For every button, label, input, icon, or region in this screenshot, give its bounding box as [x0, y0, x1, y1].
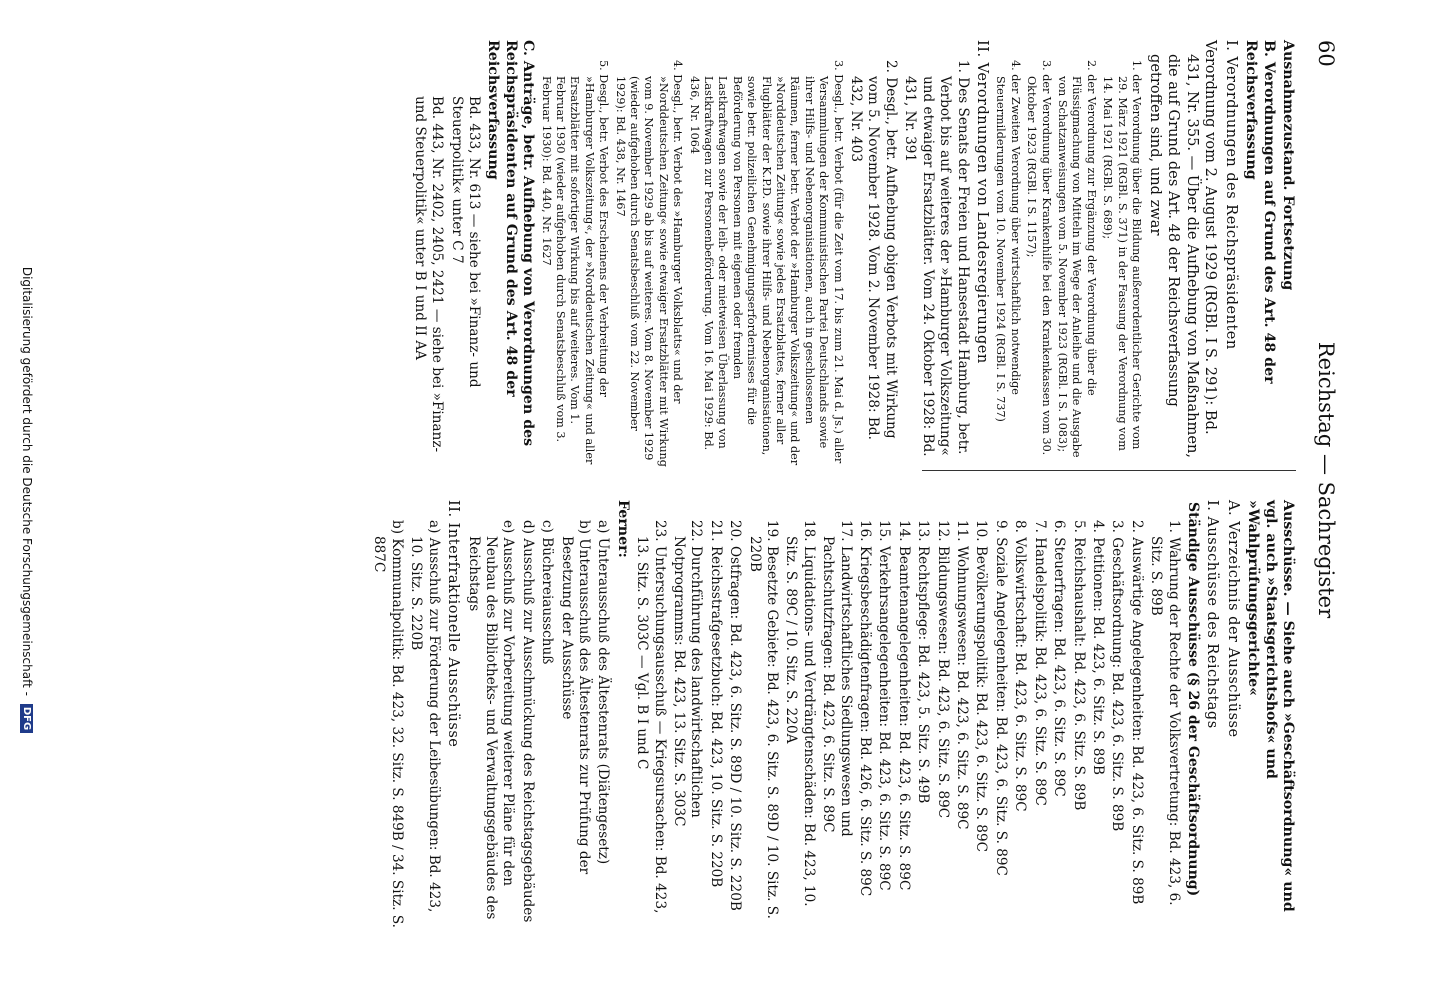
committee-item: 9. Soziale Angelegenheiten: Bd. 423, 6. Sitz. S. 89C: [992, 520, 1009, 876]
section-heading-a: A. Verzeichnis der Ausschüsse: [1224, 500, 1241, 738]
subsection-heading-i: I. Ausschüsse des Reichstags: [1204, 500, 1221, 729]
committee-item: 5. Reichshaushalt: Bd. 423, 6. Sitz. S. 89B: [1070, 520, 1087, 811]
land-decree-item: 5. Desgl., betr. Verbot des Erscheinens der Verbreitung der »Hamburger Volkszeitung«, der »Norddeutschen Zeitung« und aller Ersatzblätter mit sofortiger Wirkung bis auf weiteres. Vom 1. Februar 1930 (wieder aufgehoben durch Senatsbeschluß vom 3. Februar 1930): Bd. 440, Nr. 1627: [539, 60, 611, 465]
left-column: [408, 40, 1296, 470]
entry-heading: Ausschüsse. — Siehe auch »Geschäftsordnung« und vgl. auch »Staatsgerichtshofs« und »Wahlprüfungsgerichte«: [1245, 500, 1296, 912]
sub-committee-item: a) Unterausschuß des Ältestenrats (Diätengesetz): [595, 520, 612, 865]
cross-reference: Bd. 433, Nr. 613 — siehe bei »Finanz- und Steuerpolitik« unter C 7: [448, 96, 482, 388]
running-title: Reichstag — Sachregister: [1314, 341, 1338, 619]
subsection-heading-ii: II. Verordnungen von Landesregierungen: [973, 40, 990, 364]
committee-item: 12. Bildungswesen: Bd. 423, 6. Sitz. S. 89C: [934, 520, 951, 819]
land-decree-item: 4. Desgl., betr. Verbot des »Hamburger Volksblatts« und der »Norddeutschen Zeitung« sowie etwaiger Ersatzblätter mit Wirkung vom 9. November 1929 ab bis auf weiteres. Vom 8. November 1929 (wieder aufgehoben durch Senatsbeschluß vom 22. November 1929): Bd. 438, Nr. 1467: [613, 60, 685, 467]
committee-item: 1. Wahrung der Rechte der Volksvertretung: Bd. 423, 6. Sitz. S. 89B: [1148, 520, 1182, 906]
committee-item: 4. Petitionen: Bd. 423, 6. Sitz. S. 89B: [1089, 520, 1106, 776]
interfraction-item: a) Ausschuß zur Förderung der Leibesübungen: Bd. 423, 10. Sitz. S. 220B: [408, 520, 442, 913]
digitization-note: [20, 0, 34, 1000]
committee-item: 21. Reichsstrafgesetzbuch: Bd. 423, 10. Sitz. S. 220B: [707, 520, 724, 888]
committee-item: 8. Volkswirtschaft: Bd. 423, 6. Sitz. S. 89C: [1012, 520, 1029, 812]
decree-item: 3. der Verordnung über Krankenhilfe bei den Krankenkassen vom 30. Oktober 1923 (RGBl. I S. 1157);: [1025, 60, 1053, 456]
committee-item: 10. Bevölkerungspolitik: Bd. 423, 6. Sitz. S. 89C: [973, 520, 990, 852]
decree-item: 1. der Verordnung über die Bildung außerordentlicher Gerichte vom 29. März 1921 (RGBl. S. 371) in der Fassung der Verordnung vom 14. Mai 1921 (RGBl. S. 689);: [1101, 60, 1143, 451]
column-divider: [922, 470, 1296, 471]
committee-item: 3. Geschäftsordnung: Bd. 423, 6. Sitz. S. 89B: [1109, 520, 1126, 832]
committee-item: 16. Kriegsbeschädigtenfragen: Bd. 426, 6. Sitz. S. 89C: [857, 520, 874, 897]
sub-committee-item: b) Unterausschuß des Ältestenrats zur Prüfung der Besetzung der Ausschüsse: [558, 520, 592, 875]
committee-item: 7. Handelspolitik: Bd. 423, 6. Sitz. S. 89C: [1031, 520, 1048, 806]
entry-heading: Ausnahmezustand. Fortsetzung: [1280, 40, 1296, 291]
committee-item: 17. Landwirtschaftliches Siedlungswesen und Pachtschutzfragen: Bd. 423, 6. Sitz. S. 89C: [820, 520, 854, 837]
subsection-heading-i: I. Verordnungen des Reichspräsidenten: [1222, 40, 1239, 350]
committee-item: 22. Durchführung des landwirtschaftlichen Notprogramms: Bd. 423, 13. Sitz. S. 303C: [671, 520, 705, 827]
land-decree-item: 2. Desgl., betr. Aufhebung obigen Verbots mit Wirkung vom 5. November 1928. Vom 2. November 1928: Bd. 432, Nr. 403: [848, 60, 899, 440]
page-number: 60: [1314, 40, 1338, 67]
committee-item: 2. Auswärtige Angelegenheiten: Bd. 423, 6. Sitz. S. 89B: [1128, 520, 1145, 905]
sub-committee-item: e) Ausschuß zur Vorbereitung weiterer Pläne für den Neubau des Bibliotheks- und Verwaltungsgebäudes des Reichstags: [465, 520, 517, 920]
cross-reference: Bd. 443, Nr. 2402, 2405, 2421 — siehe bei »Finanz- und Steuerpolitik« unter B I und II AA: [411, 96, 446, 453]
committee-item: 19. Besetzte Gebiete: Bd. 423, 6. Sitz. S. 89D / 10. Sitz. S. 220B: [746, 520, 781, 919]
decree-item: 4. der Zweiten Verordnung über wirtschaftlich notwendige Steuermilderungen vom 10. November 1924 (RGBl. I S. 737): [994, 60, 1022, 422]
section-heading-c: C. Anträge, betr. Aufhebung von Verordnungen des Reichspräsidenten auf Grund des Art. 48 der Reichsverfassung: [485, 40, 537, 447]
right-column: [368, 500, 1296, 930]
committee-item: 23. Untersuchungsausschuß — Kriegsursachen: Bd. 423, 13. Sitz. S. 303C — Vgl. B I und C: [634, 520, 668, 914]
interfraction-item: b) Kommunalpolitik: Bd. 423, 32. Sitz. S. 849B / 34. Sitz. S. 887C: [371, 520, 405, 929]
committee-item: 11. Wohnungswesen: Bd. 423, 6. Sitz. S. 89C: [954, 520, 971, 830]
committee-item: 15. Verkehrsangelegenheiten: Bd. 423, 6. Sitz. S. 89C: [876, 520, 893, 891]
land-decree-item: 3. Desgl., betr. Verbot (für die Zeit vom 17. bis zum 21. Mai d. Js.) aller Versammlungen der Kommunistischen Partei Deutschlands sowie ihrer Hilfs- und Nebenorganisationen, auch in geschlossenen Räumen, ferner betr. Verbot der »Hamburger Volkszeitung« und der »Norddeutschen Zeitung« sowie jedes Ersatzblattes, ferner aller Flugblätter der K.P.D. sowie ihrer Hilfs- und Nebenorganisationen, sowie betr. polizeilichen Genehmigungserfordernisses für die Beförderung von Personen mit eigenen oder fremden Lastkraftwagen sowie der leih- oder mietweisen Überlassung von Lastkraftwagen zur Personenbeförderung. Vom 16. Mai 1929: Bd. 436, Nr. 1064: [687, 60, 845, 466]
dfg-logo: DFG: [20, 704, 33, 733]
committee-item: 20. Ostfragen: Bd. 423, 6. Sitz. S. 89D / 10. Sitz. S. 220B: [727, 520, 744, 911]
footer-text: Digitalisierung gefördert durch die Deutsche Forschungsgemeinschaft -: [20, 266, 34, 696]
committee-item: 13. Rechtspflege: Bd. 423, 5. Sitz. S. 49B: [915, 520, 932, 804]
decree-item: 2. der Verordnung zur Ergänzung der Verordnung über die Flüssigmachung von Mitteln im Wege der Anleihe und die Ausgabe von Schatzanweisungen vom 5. November 1923 (RGBl. I S. 1083);: [1055, 60, 1098, 458]
standing-committees-heading: Ständige Ausschüsse (§ 26 der Geschäftsordnung): [1184, 502, 1201, 897]
subsection-heading-ii: II. Interfraktionelle Ausschüsse: [445, 500, 462, 748]
land-decree-item: 1. Des Senats der Freien und Hansestadt Hamburg, betr. Verbot bis auf weiteres der »Hamburger Volkszeitung« und etwaiger Ersatzblätter. Vom 24. Oktober 1928: Bd. 431, Nr. 391: [902, 60, 971, 457]
sub-committee-item: d) Ausschuß zur Ausschmückung des Reichstagsgebäudes: [519, 520, 536, 923]
page-header: [1308, 40, 1338, 920]
sub-committee-item: c) Büchereiausschuß: [539, 520, 556, 665]
decree-title: Verordnung vom 2. August 1929 (RGBl. I S. 291): Bd. 431, Nr. 355. — Über die Aufhebung von Maßnahmen, die auf Grund des Art. 48 der Reichsverfassung getroffen sind, und zwar: [1146, 40, 1220, 459]
committee-item: 18. Liquidations- und Verdrängtenschäden: Bd. 423, 10. Sitz. S. 89C / 10. Sitz. S. 220A: [783, 520, 817, 907]
committee-item: 6. Steuerfragen: Bd. 423, 6. Sitz. S. 89C: [1051, 520, 1068, 797]
section-heading-b: B. Verordnungen auf Grund des Art. 48 der Reichsverfassung: [1243, 40, 1277, 384]
ferner-label: Ferner:: [614, 500, 631, 558]
committee-item: 14. Beamtenangelegenheiten: Bd. 423, 6. Sitz. S. 89C: [895, 520, 912, 891]
